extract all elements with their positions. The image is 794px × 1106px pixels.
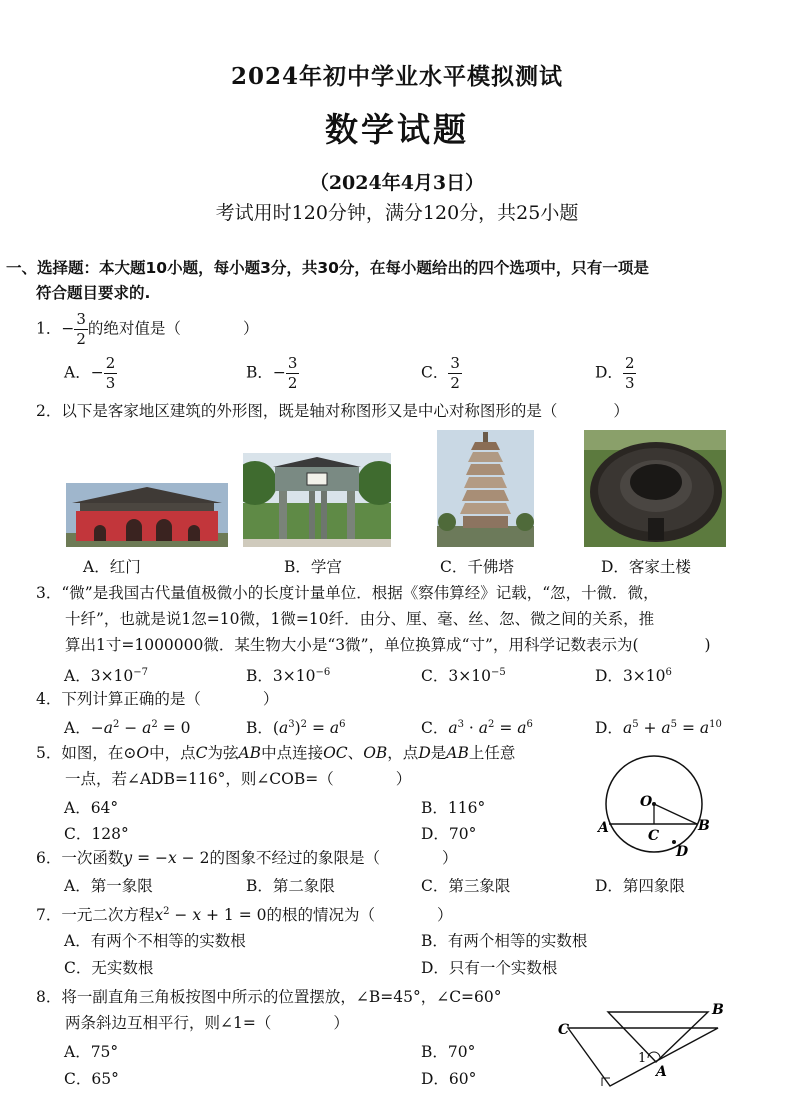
q8-option-a[interactable]: A．75° xyxy=(64,1043,119,1061)
q1-frac-num: 3 xyxy=(76,310,86,328)
triangles-figure xyxy=(552,1000,728,1096)
q7-option-c[interactable]: C．无实数根 xyxy=(64,959,154,977)
q2-option-d[interactable]: D．客家土楼 xyxy=(601,558,691,576)
q1-text: 的绝对值是（ xyxy=(87,319,181,338)
question-6: 6．一次函数y = −x − 2的图象不经过的象限是（ ） xyxy=(36,849,458,867)
svg-text:C: C xyxy=(648,828,660,844)
q6-option-b[interactable]: B．第二象限 xyxy=(246,877,335,895)
q1-option-c[interactable]: C． $\frac{3}{2}$ xyxy=(421,354,460,392)
q3-line-3: 算出1寸=1000000微．某生物大小是“3微”，单位换算成“寸”，用科学记数表示为( xyxy=(65,636,639,654)
q5-option-a[interactable]: A．64° xyxy=(64,799,119,817)
section-line-2: 符合题目要求的. xyxy=(36,284,151,302)
q3-option-a[interactable]: A．$3\times 10^{-7}$ xyxy=(64,666,149,685)
q7-option-d[interactable]: D．只有一个实数根 xyxy=(421,959,558,977)
pagoda-image[interactable] xyxy=(437,430,534,547)
question-7: 7．一元二次方程$x^2 - x + 1 = 0$的根的情况为（ ） xyxy=(36,906,453,925)
svg-text:A: A xyxy=(656,1064,667,1080)
svg-text:1: 1 xyxy=(638,1051,647,1066)
section-heading xyxy=(6,256,649,306)
svg-text:B: B xyxy=(698,818,710,834)
exam-date: （2024年4月3日） xyxy=(309,172,485,194)
question-1 xyxy=(36,312,258,347)
q7-option-b[interactable]: B．有两个相等的实数根 xyxy=(421,932,588,950)
q1-option-b[interactable]: B．− $\frac{3}{2}$ xyxy=(246,354,298,392)
q1-close: ） xyxy=(242,319,259,338)
academy-gate-image[interactable] xyxy=(243,453,391,547)
q3-option-b[interactable]: B．$3\times 10^{-6}$ xyxy=(246,666,331,685)
q3-line-1: 3．“微”是我国古代量值极微小的长度计量单位．根据《察伟算经》记载，“忽，十微．微， xyxy=(36,584,659,602)
q8-line-1: 8．将一副直角三角板按图中所示的位置摆放，∠B=45°，∠C=60° xyxy=(36,988,502,1006)
q6-option-c[interactable]: C．第三象限 xyxy=(421,877,511,895)
circle-figure xyxy=(596,748,716,860)
q1-neg: − xyxy=(61,319,75,338)
q1-fraction xyxy=(74,312,88,347)
q6-option-d[interactable]: D．第四象限 xyxy=(595,877,685,895)
svg-text:D: D xyxy=(676,844,689,860)
question-8: 8．将一副直角三角板按图中所示的位置摆放，∠B=45°，∠C=60° 两条斜边互相平行，则∠1=（ ） xyxy=(36,984,502,1036)
question-2: 2．以下是客家地区建筑的外形图，既是轴对称图形又是中心对称图形的是（ ） xyxy=(36,402,629,420)
exam-title: 2024年初中学业水平模拟测试 xyxy=(230,63,563,90)
q2-option-b[interactable]: B．学宫 xyxy=(284,558,342,576)
q4-option-d[interactable]: D．$a^5 + a^5 = a^{10}$ xyxy=(595,718,722,737)
q5-option-c[interactable]: C．128° xyxy=(64,825,129,843)
q8-option-b[interactable]: B．70° xyxy=(421,1043,476,1061)
q4-option-a[interactable]: A．$-a^2 - a^2 = 0$ xyxy=(64,718,191,737)
q5-option-b[interactable]: B．116° xyxy=(421,799,486,817)
q2-option-a[interactable]: A．红门 xyxy=(83,558,141,576)
q5-option-d[interactable]: D．70° xyxy=(421,825,477,843)
q8-option-d[interactable]: D．60° xyxy=(421,1070,477,1088)
q3-line-2: 十纤”，也就是说1忽=10微，1微=10纤．由分、厘、毫、丝、忽、微之间的关系，推 xyxy=(65,610,655,628)
q2-option-c[interactable]: C．千佛塔 xyxy=(440,558,514,576)
segment-ob xyxy=(654,804,697,824)
red-gate-image[interactable] xyxy=(66,483,228,547)
q1-option-d[interactable]: D． $\frac{2}{3}$ xyxy=(595,354,635,392)
q6-option-a[interactable]: A．第一象限 xyxy=(64,877,153,895)
q3-option-d[interactable]: D．$3\times 10^6$ xyxy=(595,666,672,685)
svg-text:O: O xyxy=(640,794,653,810)
subject-title: 数学试题 xyxy=(325,110,469,149)
section-line-1: 一、选择题：本大题10小题，每小题3分，共30分，在每小题给出的四个选项中，只有一项是 xyxy=(6,259,649,277)
q1-number: 1． xyxy=(36,319,62,338)
q1-frac-den: 2 xyxy=(76,330,86,348)
q3-option-c[interactable]: C．$3\times 10^{-5}$ xyxy=(421,666,506,685)
q4-option-c[interactable]: C．$a^3 \cdot a^2 = a^6$ xyxy=(421,718,533,737)
q4-option-b[interactable]: B．$(a^3)^2 = a^6$ xyxy=(246,718,346,737)
q8-option-c[interactable]: C．65° xyxy=(64,1070,119,1088)
question-3: 3．“微”是我国古代量值极微小的长度计量单位．根据《察伟算经》记载，“忽，十微．微， 十纤”，也就是说1忽=10微，1微=10纤．由分、厘、毫、丝、忽、微之间的关系，推 算出1寸=1000000微．某生物大小是“3微”，单位换算成“寸”，用科学记数表示为( ) xyxy=(36,580,711,658)
q1-option-a[interactable]: A．− $\frac{2}{3}$ xyxy=(64,354,116,392)
svg-text:C: C xyxy=(558,1022,570,1038)
question-4: 4．下列计算正确的是（ ） xyxy=(36,690,279,708)
svg-text:A: A xyxy=(598,820,609,836)
q7-option-a[interactable]: A．有两个不相等的实数根 xyxy=(64,932,246,950)
triangle-45 xyxy=(608,1012,708,1062)
question-5: 5．如图，在⊙O中，点C为弦AB中点连接OC、OB，点D是AB上任意 一点，若∠ADB=116°，则∠COB=（ ） xyxy=(36,744,516,788)
exam-info: 考试用时120分钟，满分120分，共25小题 xyxy=(215,202,579,224)
tulou-image[interactable] xyxy=(584,430,726,547)
svg-text:B: B xyxy=(712,1002,724,1018)
